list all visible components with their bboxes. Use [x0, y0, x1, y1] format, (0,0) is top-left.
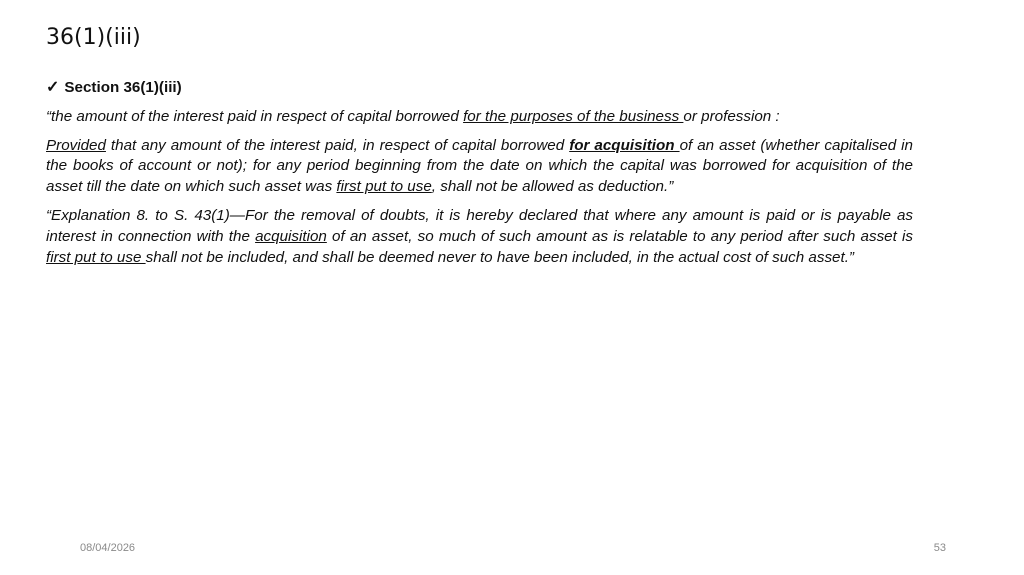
para2-bold-underlined: for acquisition — [569, 136, 680, 154]
bullet-section-heading — [46, 78, 913, 99]
para3-underlined1: acquisition — [255, 227, 327, 245]
paragraph-definition — [46, 107, 913, 128]
paragraph-proviso — [46, 136, 913, 198]
para3-part3: shall not be included, and shall be deemed never to have been included, in the actual cost of such asset.” — [145, 248, 854, 266]
section-heading: Section 36(1)(iii) — [64, 79, 182, 96]
page-number: 53 — [933, 542, 946, 554]
slide-title: 36(1)(iii) — [46, 25, 141, 50]
checkmark-icon: ✓ — [46, 79, 60, 96]
para3-part2: of an asset, so much of such amount as is relatable to any period after such asset is — [326, 227, 913, 245]
paragraph-explanation — [46, 206, 913, 268]
para2-provided: Provided — [46, 136, 106, 154]
para1-prefix: “the amount of the interest paid in respect of capital borrowed — [46, 107, 464, 125]
para3-underlined2: first put to use — [46, 248, 146, 266]
para2-part2: of an asset (whether capitalised in the books of account or not); for any period beginning from the date on which the capital was borrowed for acquisition of the asset till the date on which such asset was — [46, 136, 913, 196]
para2-part3: , shall not be allowed as deduction.” — [431, 178, 674, 196]
para2-part1: that any amount of the interest paid, in respect of capital borrowed — [105, 136, 570, 154]
para2-underlined: first put to use — [336, 178, 432, 196]
para1-underlined: for the purposes of the business — [463, 107, 684, 125]
para1-suffix: or profession : — [683, 107, 780, 125]
slide-content — [46, 78, 913, 276]
footer-date: 08/04/2026 — [80, 542, 136, 554]
para3-part1: “Explanation 8. to S. 43(1)—For the removal of doubts, it is hereby declared that where any amount is paid or is payable as interest in connection with the — [46, 206, 913, 245]
